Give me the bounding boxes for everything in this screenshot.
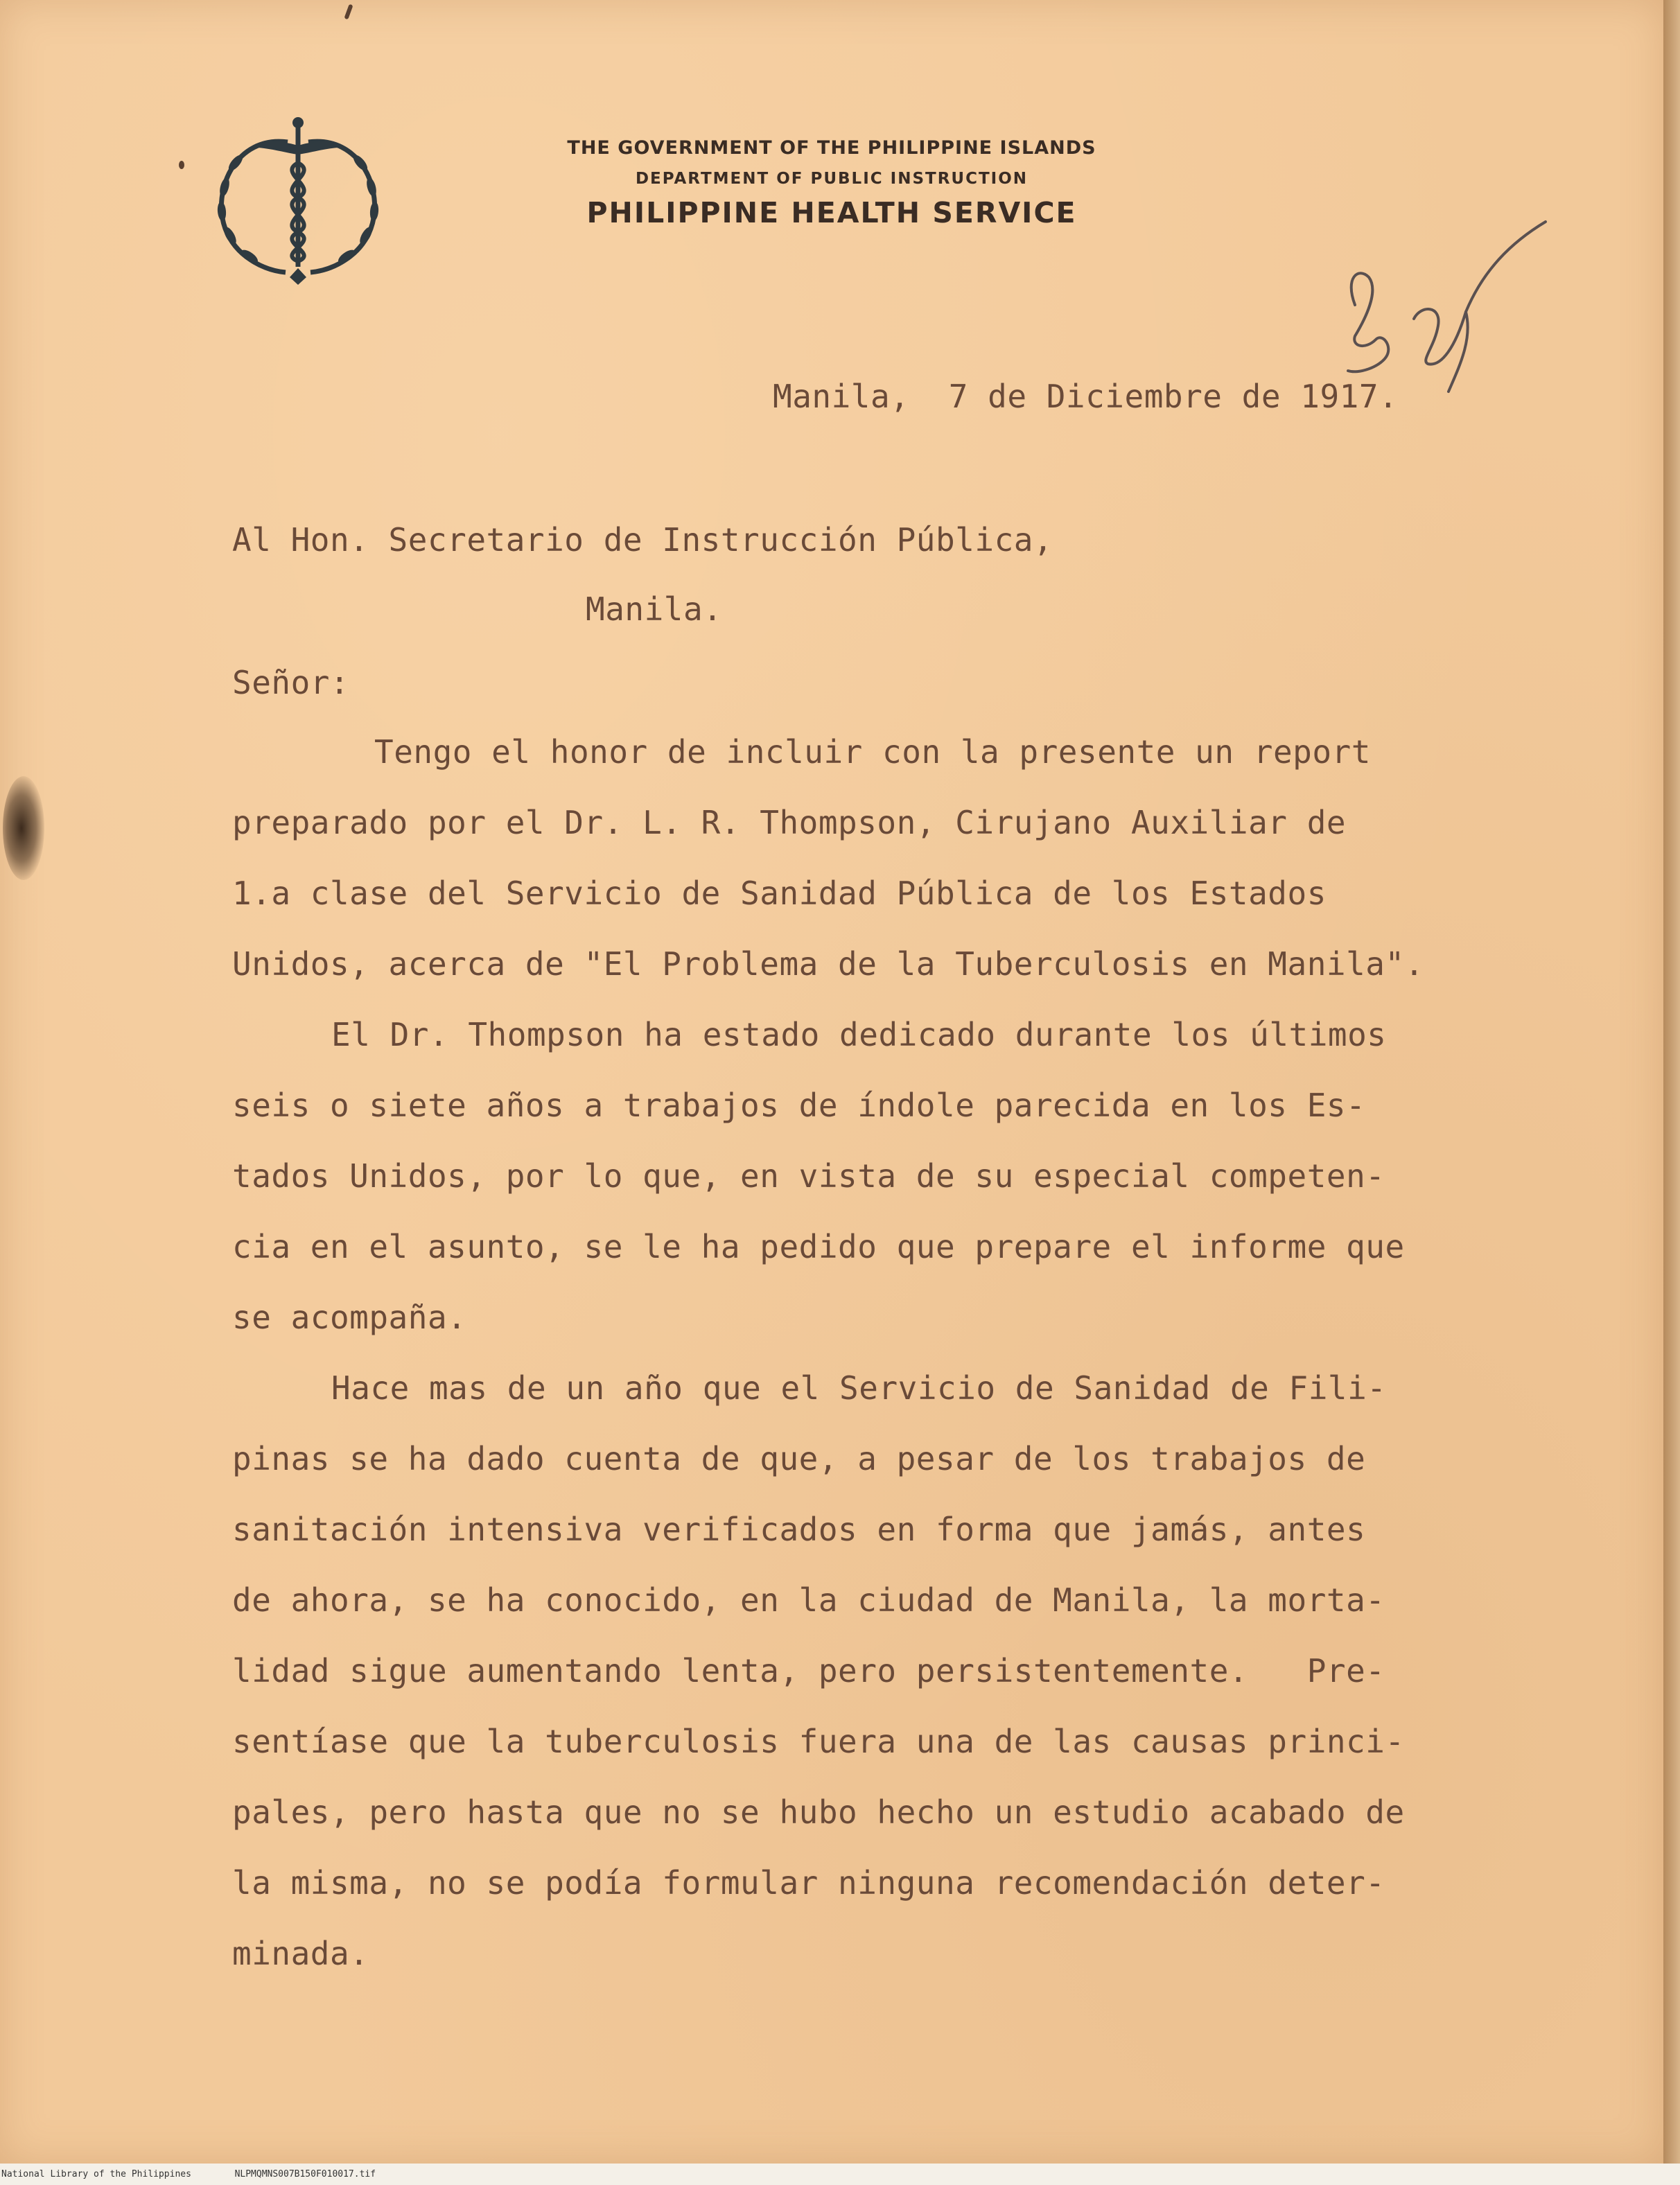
addressee-city: Manila. [586, 590, 723, 628]
letterhead-government: THE GOVERNMENT OF THE PHILIPPINE ISLANDS [567, 137, 1096, 159]
speck [179, 161, 184, 169]
page-edge-right [1663, 0, 1680, 2185]
body-line: Unidos, acerca de "El Problema de la Tuberculosis en Manila". [232, 945, 1424, 983]
body-line: seis o siete años a trabajos de índole parecida en los Es- [232, 1087, 1366, 1124]
body-line: pales, pero hasta que no se hubo hecho un estudio acabado de [232, 1793, 1405, 1831]
scan-footer [1, 2169, 376, 2179]
body-line: cia en el asunto, se le ha pedido que prepare el informe que [232, 1228, 1405, 1265]
body-line: sanitación intensiva verificados en forma que jamás, antes [232, 1511, 1366, 1548]
body-line: lidad sigue aumentando lenta, pero persistentemente. Pre- [232, 1652, 1385, 1690]
body-line: 1.a clase del Servicio de Sanidad Pública de los Estados [232, 875, 1327, 912]
body-line: se acompaña. [232, 1299, 467, 1336]
letterhead [485, 137, 1178, 229]
body-line: pinas se ha dado cuenta de que, a pesar de los trabajos de [232, 1440, 1366, 1477]
body-line: El Dr. Thompson ha estado dedicado durante los últimos [331, 1016, 1387, 1053]
addressee-title: Al Hon. Secretario de Instrucción Pública, [232, 521, 1053, 559]
letterhead-service: PHILIPPINE HEALTH SERVICE [586, 196, 1077, 229]
footer-filename: NLPMQMNS007B150F010017.tif [234, 2169, 376, 2179]
speck [344, 4, 353, 20]
date-line: Manila, 7 de Diciembre de 1917. [773, 378, 1399, 415]
letterhead-department: DEPARTMENT OF PUBLIC INSTRUCTION [635, 170, 1029, 188]
body-line: Tengo el honor de incluir con la presente un report [374, 733, 1371, 771]
footer-library: National Library of the Philippines [1, 2169, 191, 2179]
body-line: la misma, no se podía formular ninguna recomendación deter- [232, 1864, 1385, 1902]
body-line: preparado por el Dr. L. R. Thompson, Cirujano Auxiliar de [232, 804, 1347, 841]
body-line: sentíase que la tuberculosis fuera una de las causas princi- [232, 1723, 1405, 1760]
body-line: Hace mas de un año que el Servicio de Sanidad de Fili- [331, 1369, 1387, 1407]
body-line: minada. [232, 1935, 369, 1972]
caduceus-seal-icon [208, 114, 388, 288]
salutation: Señor: [232, 664, 350, 701]
ink-stain [3, 776, 44, 880]
body-line: tados Unidos, por lo que, en vista de su especial competen- [232, 1157, 1385, 1195]
body-line: de ahora, se ha conocido, en la ciudad de Manila, la morta- [232, 1581, 1385, 1619]
